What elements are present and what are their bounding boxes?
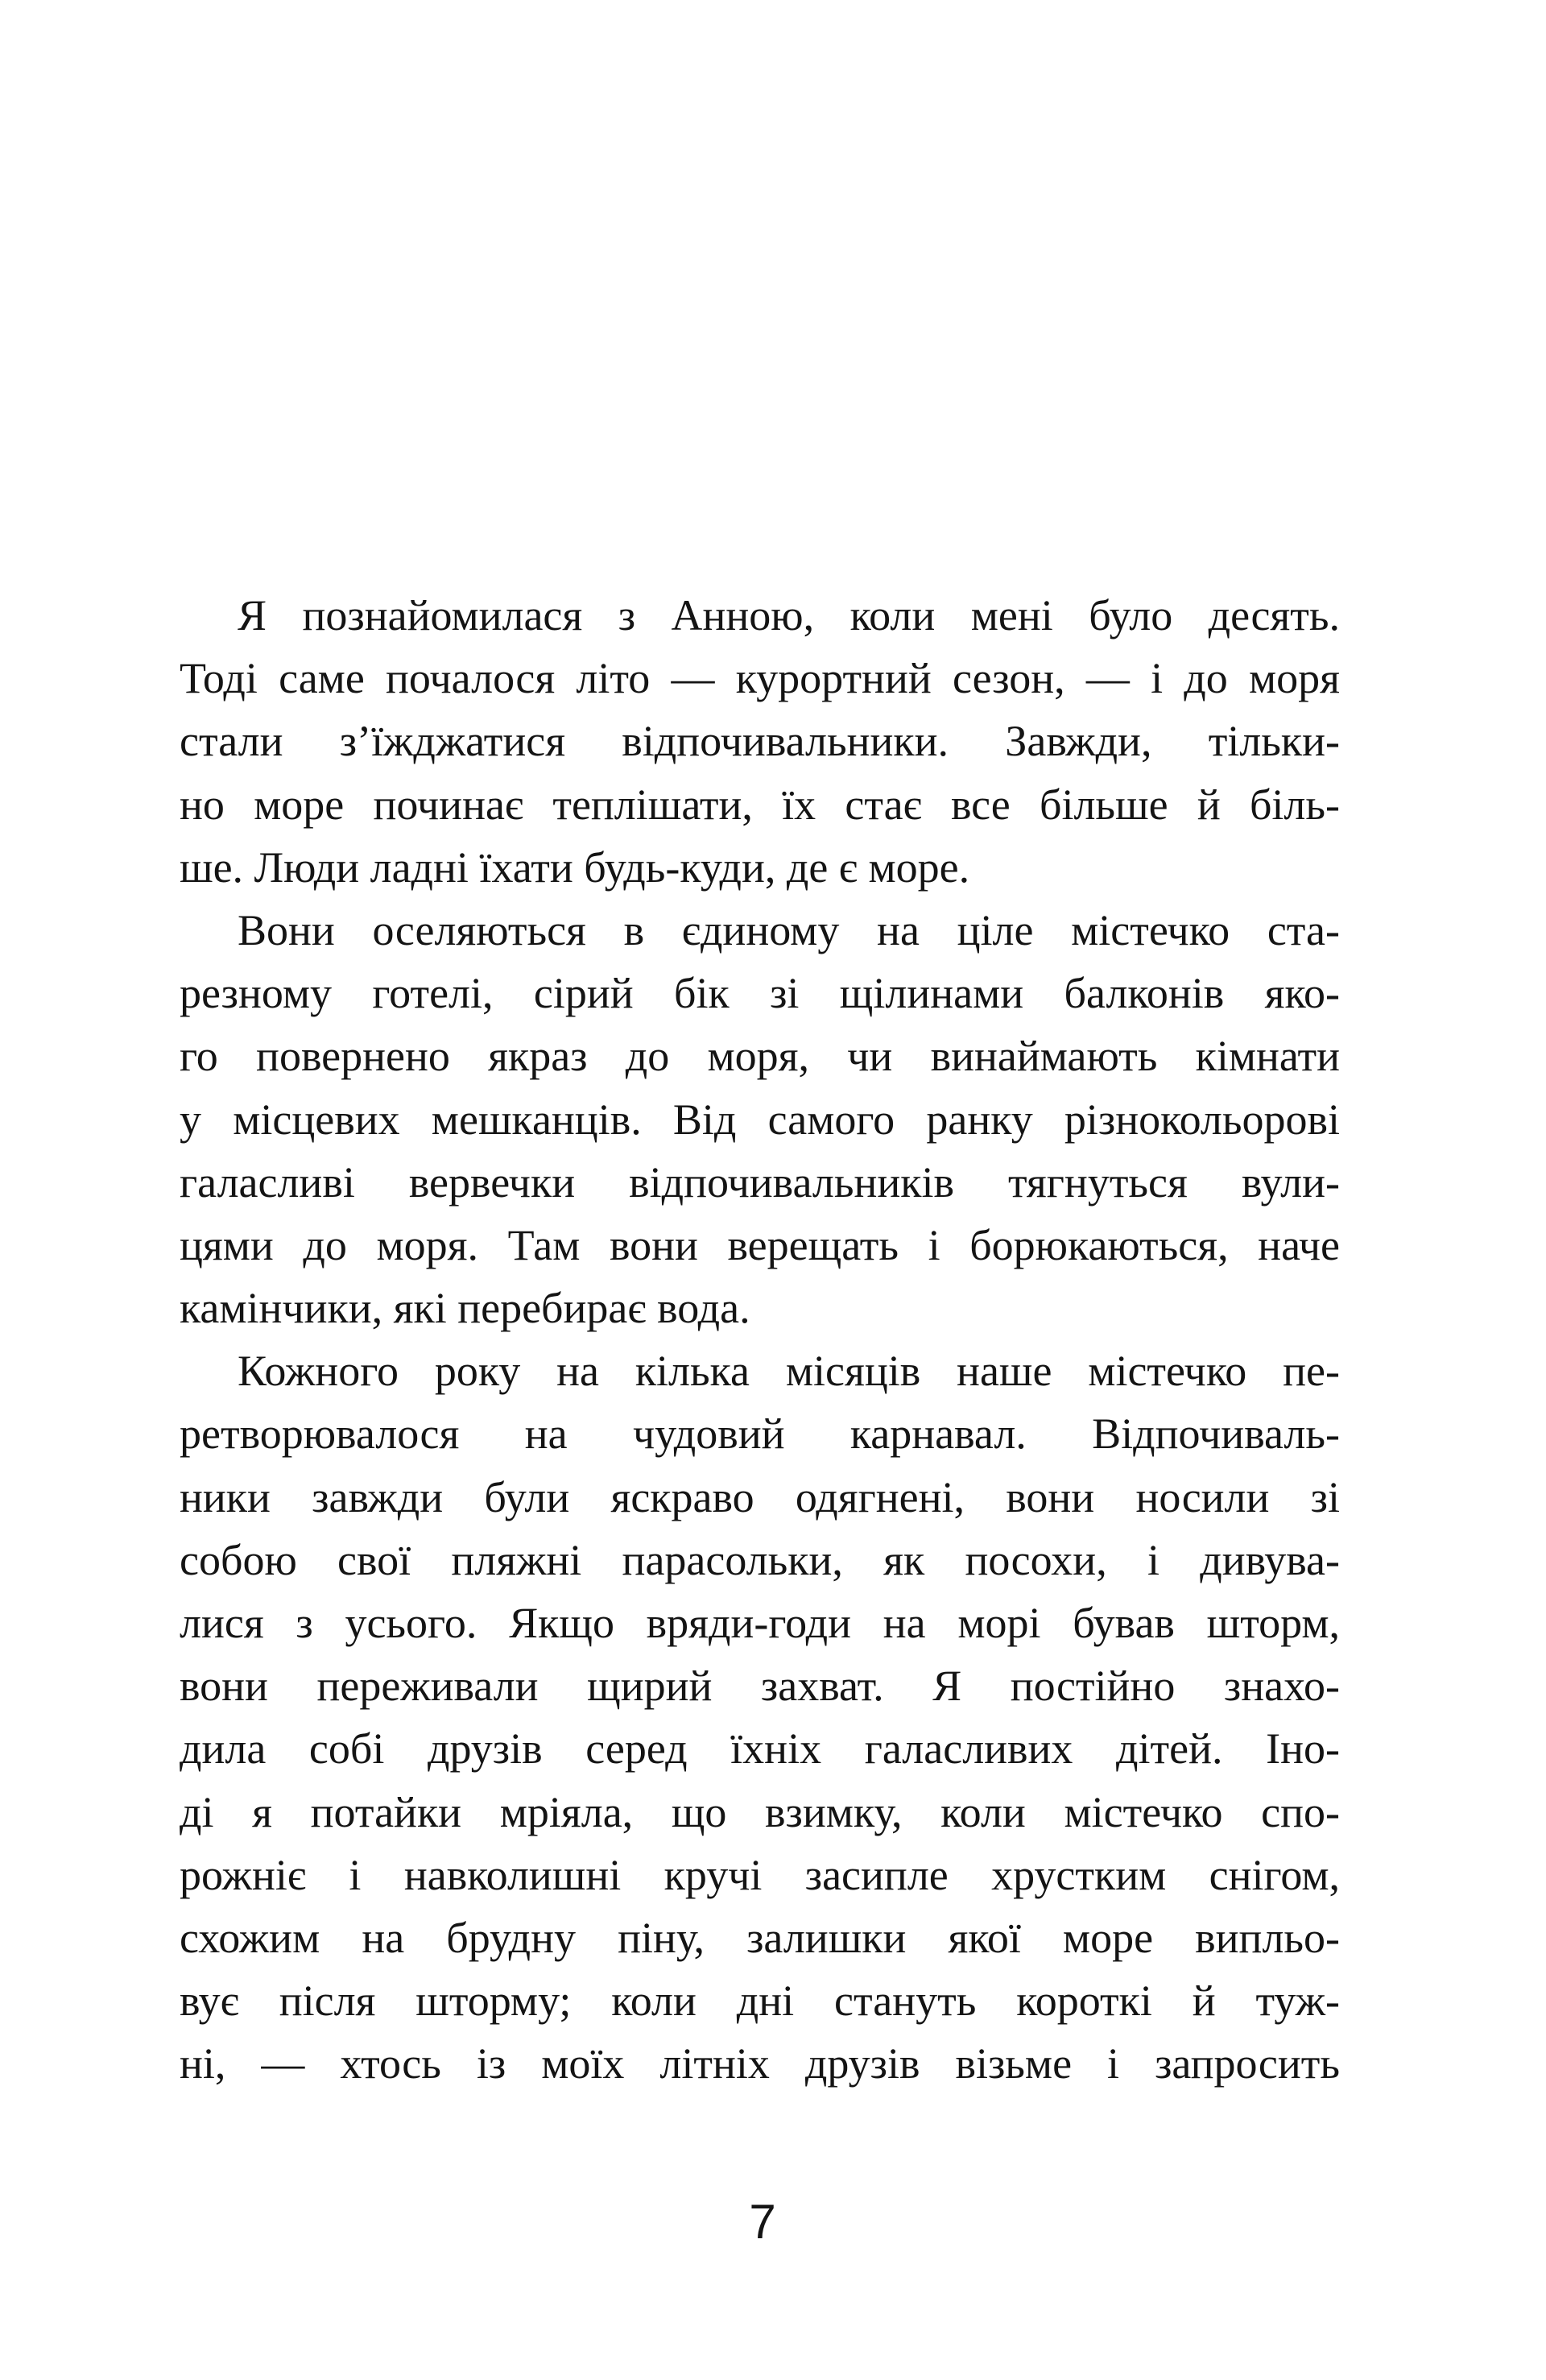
text-line: Тоді саме почалося літо — курортний сезон, — і до моря (180, 654, 1340, 703)
text-line: рожніє і навколишні кручі засипле хрустким снігом, (180, 1850, 1340, 1899)
text-line: лися з усього. Якщо вряди-годи на морі бував шторм, (180, 1599, 1340, 1647)
text-line: ретворювалося на чудовий карнавал. Відпочиваль- (180, 1409, 1340, 1459)
text-line: у місцевих мешканців. Від самого ранку різнокольорові (180, 1095, 1340, 1144)
text-line: Вони оселяються в єдиному на ціле містечко ста- (238, 905, 1340, 954)
text-line: вони переживали щирий захват. Я постійно знахо- (180, 1662, 1340, 1711)
paragraph-2 (180, 899, 1340, 1339)
text-line: Я познайомилася з Анною, коли мені було десять. (238, 591, 1340, 639)
text-line: ні, — хтось із моїх літніх друзів візьме і запросить (180, 2039, 1340, 2088)
text-line: ше. Люди ладні їхати будь-куди, де є море. (180, 842, 970, 892)
body-text (180, 584, 1340, 2096)
paragraph-3 (180, 1339, 1340, 2095)
paragraph-1 (180, 584, 1340, 899)
text-line: дила собі друзів серед їхніх галасливих дітей. Іно- (180, 1724, 1340, 1774)
text-line: цями до моря. Там вони верещать і борюкаються, наче (180, 1220, 1340, 1269)
text-line: схожим на брудну піну, залишки якої море випльо- (180, 1913, 1340, 1962)
text-line: галасливі вервечки відпочивальників тягнуться вули- (180, 1157, 1340, 1207)
text-line: ді я потайки мріяла, що взимку, коли містечко спо- (180, 1787, 1340, 1836)
text-line: Кожного року на кілька місяців наше містечко пе- (238, 1347, 1340, 1396)
text-line: резному готелі, сірий бік зі щілинами балконів яко- (180, 969, 1340, 1018)
text-line: собою свої пляжні парасольки, як посохи, і дивува- (180, 1535, 1340, 1584)
text-line: го повернено якраз до моря, чи винаймають кімнати (180, 1032, 1340, 1081)
text-line: но море починає теплішати, їх стає все більше й біль- (180, 780, 1340, 829)
text-line: вує після шторму; коли дні стануть короткі й туж- (180, 1976, 1340, 2026)
text-line: ники завжди були яскраво одягнені, вони носили зі (180, 1472, 1340, 1521)
text-line: стали з’їжджатися відпочивальники. Завжди, тільки- (180, 717, 1340, 766)
page-number: 7 (749, 2195, 776, 2249)
text-line: камінчики, які перебирає вода. (180, 1284, 750, 1333)
